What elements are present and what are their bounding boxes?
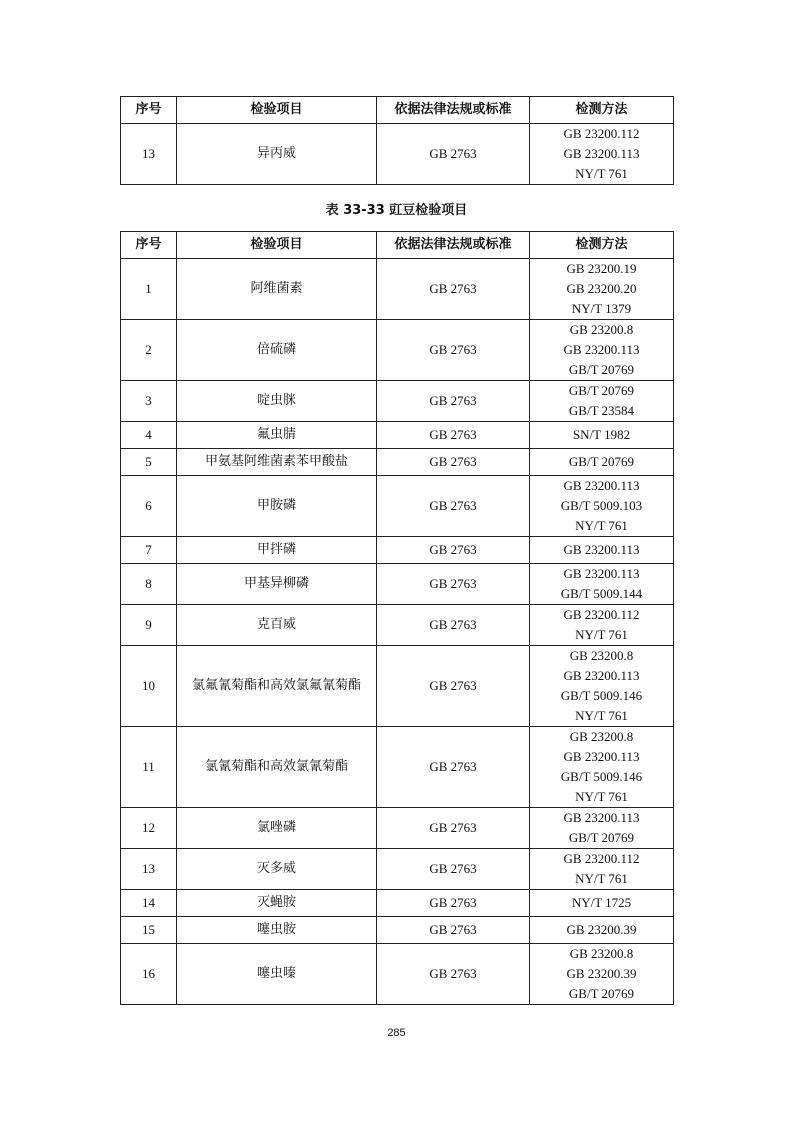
header-basis: 依据法律法规或标准: [377, 97, 530, 124]
header-item: 检验项目: [177, 97, 377, 124]
method-cell: [530, 564, 674, 605]
method-line: GB 23200.19: [566, 261, 637, 276]
method-line: GB 23200.8: [569, 729, 634, 744]
method-line: GB 23200.8: [569, 648, 634, 663]
basis-cell: GB 2763: [377, 849, 530, 890]
basis-cell: GB 2763: [377, 727, 530, 808]
method-line: GB 23200.8: [569, 946, 634, 961]
serial-cell: 4: [121, 422, 177, 449]
method-cell: [530, 605, 674, 646]
table-header-row: [121, 97, 674, 124]
method-line: GB/T 20769: [568, 830, 635, 845]
header-method: 检测方法: [530, 97, 674, 124]
method-line: NY/T 761: [575, 871, 628, 886]
table-row: [121, 944, 674, 1005]
basis-cell: GB 2763: [377, 917, 530, 944]
method-line: GB 23200.39: [566, 966, 637, 981]
item-cell: 甲氨基阿维菌素苯甲酸盐: [177, 449, 377, 476]
basis-cell: GB 2763: [377, 422, 530, 449]
method-line: GB 23200.20: [566, 281, 637, 296]
item-cell: 甲基异柳磷: [177, 564, 377, 605]
item-cell: 甲胺磷: [177, 476, 377, 537]
method-cell: [530, 422, 674, 449]
method-line: GB 23200.113: [563, 146, 640, 161]
serial-cell: 9: [121, 605, 177, 646]
method-cell: [530, 537, 674, 564]
method-line: NY/T 1379: [571, 301, 632, 316]
basis-cell: GB 2763: [377, 944, 530, 1005]
serial-cell: 5: [121, 449, 177, 476]
item-cell: 甲拌磷: [177, 537, 377, 564]
serial-cell: 8: [121, 564, 177, 605]
method-line: NY/T 761: [575, 708, 628, 723]
method-cell: [530, 808, 674, 849]
item-cell: 噻虫嗪: [177, 944, 377, 1005]
basis-cell: GB 2763: [377, 890, 530, 917]
header-method: 检测方法: [530, 232, 674, 259]
item-cell: 氯氟氰菊酯和高效氯氟氰菊酯: [177, 646, 377, 727]
serial-cell: 3: [121, 381, 177, 422]
basis-cell: GB 2763: [377, 381, 530, 422]
table-row: [121, 124, 674, 185]
table-row: [121, 564, 674, 605]
table-row: [121, 422, 674, 449]
table-body: [121, 124, 674, 185]
basis-cell: GB 2763: [377, 476, 530, 537]
method-cell: [530, 849, 674, 890]
serial-cell: 16: [121, 944, 177, 1005]
basis-cell: GB 2763: [377, 605, 530, 646]
continued-inspection-table: [120, 96, 674, 185]
table-row: [121, 259, 674, 320]
method-line: GB 23200.113: [563, 566, 640, 581]
basis-cell: GB 2763: [377, 259, 530, 320]
method-line: GB/T 23584: [568, 403, 635, 418]
method-line: GB/T 20769: [568, 986, 635, 1001]
table-row: [121, 917, 674, 944]
table-row: [121, 537, 674, 564]
serial-cell: 15: [121, 917, 177, 944]
serial-cell: 2: [121, 320, 177, 381]
serial-cell: 13: [121, 124, 177, 185]
method-line: GB 23200.8: [569, 322, 634, 337]
serial-cell: 11: [121, 727, 177, 808]
method-line: GB 23200.113: [563, 478, 640, 493]
method-line: GB 23200.113: [563, 668, 640, 683]
table-caption: 表 33-33 豇豆检验项目: [325, 203, 468, 218]
header-basis: 依据法律法规或标准: [377, 232, 530, 259]
item-cell: 克百威: [177, 605, 377, 646]
method-cell: [530, 476, 674, 537]
method-line: NY/T 761: [575, 166, 628, 181]
method-line: GB 23200.113: [563, 542, 640, 557]
basis-cell: GB 2763: [377, 320, 530, 381]
page-number: 285: [387, 1027, 406, 1039]
method-line: NY/T 761: [575, 789, 628, 804]
method-line: GB/T 5009.144: [560, 586, 643, 601]
method-cell: [530, 944, 674, 1005]
header-serial: 序号: [121, 97, 177, 124]
basis-cell: GB 2763: [377, 564, 530, 605]
item-cell: 噻虫胺: [177, 917, 377, 944]
item-cell: 氯氰菊酯和高效氯氰菊酯: [177, 727, 377, 808]
method-line: SN/T 1982: [572, 427, 631, 442]
item-cell: 啶虫脒: [177, 381, 377, 422]
header-serial: 序号: [121, 232, 177, 259]
table-row: [121, 890, 674, 917]
item-cell: 氟虫腈: [177, 422, 377, 449]
serial-cell: 14: [121, 890, 177, 917]
method-cell: [530, 917, 674, 944]
serial-cell: 12: [121, 808, 177, 849]
basis-cell: GB 2763: [377, 124, 530, 185]
item-cell: 倍硫磷: [177, 320, 377, 381]
serial-cell: 13: [121, 849, 177, 890]
method-line: GB/T 20769: [568, 362, 635, 377]
method-line: GB/T 5009.146: [560, 688, 643, 703]
item-cell: 阿维菌素: [177, 259, 377, 320]
serial-cell: 7: [121, 537, 177, 564]
method-cell: [530, 381, 674, 422]
header-item: 检验项目: [177, 232, 377, 259]
table-row: [121, 849, 674, 890]
item-cell: 灭蝇胺: [177, 890, 377, 917]
table-row: [121, 605, 674, 646]
method-line: NY/T 761: [575, 518, 628, 533]
item-cell: 异丙威: [177, 124, 377, 185]
method-cell: [530, 449, 674, 476]
method-line: GB 23200.113: [563, 749, 640, 764]
method-cell: [530, 320, 674, 381]
table-row: [121, 320, 674, 381]
basis-cell: GB 2763: [377, 449, 530, 476]
method-cell: [530, 890, 674, 917]
method-line: GB/T 20769: [568, 383, 635, 398]
method-cell: [530, 646, 674, 727]
method-cell: [530, 124, 674, 185]
method-cell: [530, 727, 674, 808]
method-line: NY/T 761: [575, 627, 628, 642]
basis-cell: GB 2763: [377, 537, 530, 564]
table-row: [121, 381, 674, 422]
item-cell: 氯唑磷: [177, 808, 377, 849]
item-cell: 灭多威: [177, 849, 377, 890]
basis-cell: GB 2763: [377, 646, 530, 727]
serial-cell: 10: [121, 646, 177, 727]
method-line: GB 23200.112: [563, 607, 640, 622]
method-line: GB 23200.113: [563, 810, 640, 825]
table-row: [121, 449, 674, 476]
table-row: [121, 808, 674, 849]
method-line: GB/T 5009.103: [560, 498, 643, 513]
method-line: GB/T 20769: [568, 454, 635, 469]
table-body: [121, 259, 674, 1005]
basis-cell: GB 2763: [377, 808, 530, 849]
cowpea-inspection-table: [120, 231, 674, 1005]
method-line: GB 23200.39: [566, 922, 637, 937]
method-line: GB 23200.112: [563, 851, 640, 866]
method-line: GB 23200.112: [563, 126, 640, 141]
method-line: GB 23200.113: [563, 342, 640, 357]
table-header-row: [121, 232, 674, 259]
serial-cell: 1: [121, 259, 177, 320]
table-row: [121, 476, 674, 537]
method-line: NY/T 1725: [571, 895, 632, 910]
table-row: [121, 727, 674, 808]
method-cell: [530, 259, 674, 320]
method-line: GB/T 5009.146: [560, 769, 643, 784]
serial-cell: 6: [121, 476, 177, 537]
table-row: [121, 646, 674, 727]
